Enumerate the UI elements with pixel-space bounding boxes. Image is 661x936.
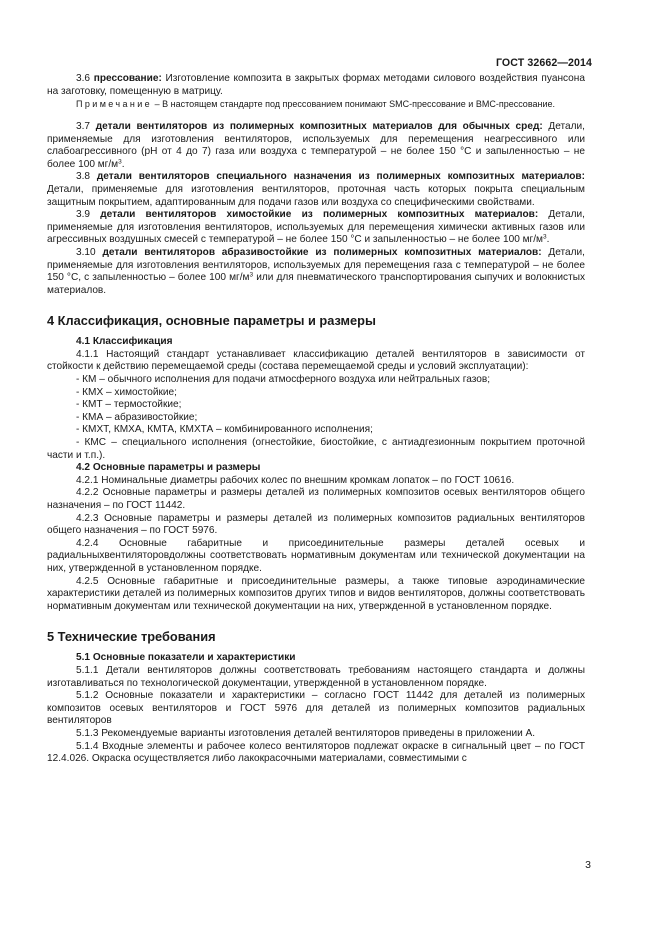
clause-3-8: 3.8 детали вентиляторов специального назначения из полимерных композитных материалов: Детали, применяемые для изготовления вентиляторов, проточная часть которых покрыта специальным защитным покрытием, адаптированным для подачи газов или воздуха со специфическими свойствами. — [47, 171, 585, 208]
list-item: - КМС – специального исполнения (огнестойкие, биостойкие, с антиадгезионным покрытием проточной части и т.п.). — [47, 437, 585, 461]
list-item: - КМХ – химостойкие; — [76, 386, 177, 398]
list-item: - КМХТ, КМХА, КМТА, КМХТА – комбинированного исполнения; — [76, 424, 373, 436]
clause-5-1-2: 5.1.2 Основные показатели и характеристики – согласно ГОСТ 11442 для деталей из полимерных композитов осевых вентиляторов и ГОСТ 5976 для деталей из полимерных композитов радиальных вентиляторов — [47, 690, 585, 727]
clause-4-2-2: 4.2.2 Основные параметры и размеры деталей из полимерных композитов осевых вентиляторов общего назначения – по ГОСТ 11442. — [47, 487, 585, 512]
term: детали вентиляторов из полимерных композитных материалов для обычных сред: — [95, 120, 543, 132]
standard-header: ГОСТ 32662—2014 — [495, 57, 592, 69]
list-item: - КМА – абразивостойкие; — [76, 411, 198, 423]
clause-4-2-3: 4.2.3 Основные параметры и размеры деталей из полимерных композитов радиальных вентиляторов общего назначения – по ГОСТ 5976. — [47, 512, 585, 537]
subsection-5-1: 5.1 Основные показатели и характеристики — [76, 652, 296, 664]
clause-5-1-3: 5.1.3 Рекомендуемые варианты изготовления деталей вентиляторов приведены в приложении А. — [76, 727, 536, 739]
term: детали вентиляторов специального назначения из полимерных композитных материалов: — [96, 171, 585, 183]
clause-3-7: 3.7 детали вентиляторов из полимерных композитных материалов для обычных сред: Детали, применяемые для изготовления вентиляторов, используемых для перемещения неагрессивного или слабоагрессивного (pH от 4 до 7) газа или воздуха с температурой – не более 150 °С и запыленностью – не более 100 $мг/м^3$. — [47, 120, 585, 170]
clause-5-1-1: 5.1.1 Детали вентиляторов должны соответствовать требованиям настоящего стандарта и должны изготавливаться по технологической документации, утвержденной в установленном порядке. — [47, 664, 585, 689]
note-label: Примечание — [76, 99, 153, 110]
clause-5-1-4: 5.1.4 Входные элементы и рабочее колесо вентиляторов подлежат окраске в сигнальный цвет – по ГОСТ 12.4.026. Окраска осуществляется либо лакокрасочными материалами, совместимыми с — [47, 740, 585, 765]
section-5-title: 5 Технические требования — [47, 629, 216, 645]
clause-3-9: 3.9 детали вентиляторов химостойкие из полимерных композитных материалов: Детали, применяемые для изготовления вентиляторов, используемых для перемещения химически активных газов или агрессивных воздушных смесей с температурой – не более 150 °С и запыленностью – не более 100 $мг/м^3$. — [47, 209, 585, 246]
spacer — [47, 111, 585, 121]
clause-3-10: 3.10 детали вентиляторов абразивостойкие из полимерных композитных материалов: Детали, применяемые для изготовления вентиляторов, используемых для перемещения газа с температурой – не более 150 °С, с запыленностью – более 100 $мг/м^3$ или для пневматического транспортирования сыпучих и волокнистых материалов. — [47, 246, 585, 296]
term: детали вентиляторов химостойкие из полимерных композитных материалов: — [100, 209, 539, 221]
clause-4-2-4: 4.2.4 Основные габаритные и присоединительные размеры деталей осевых и радиальныхвентиляторовдолжны соответствовать нормативным документам или технической документации на них, утвержденной в установленном порядке. — [47, 537, 585, 574]
term: детали вентиляторов абразивостойкие из полимерных композитных материалов: — [102, 246, 542, 258]
clause-4-1-1: 4.1.1 Настоящий стандарт устанавливает классификацию деталей вентиляторов в зависимости от стойкости к действию перемещаемой среды (состава перемещаемой среды и условий эксплуатации): — [47, 348, 585, 373]
page-content — [47, 73, 585, 766]
subsection-4-1: 4.1 Классификация — [76, 336, 173, 348]
clause-4-2-5: 4.2.5 Основные габаритные и присоединительные размеры, а также типовые аэродинамические характеристики деталей из полимерных композитов других типов и видов вентиляторов, должны соответствовать нормативным документам или технической документации на них, утвержденной в установленном порядке. — [47, 575, 585, 612]
list-item: - КМ – обычного исполнения для подачи атмосферного воздуха или нейтральных газов; — [76, 374, 491, 386]
list-item: - КМТ – термостойкие; — [76, 399, 182, 411]
term: прессование: — [93, 73, 162, 84]
clause-4-2-1: 4.2.1 Номинальные диаметры рабочих колес по внешним кромкам лопаток – по ГОСТ 10616. — [76, 474, 515, 486]
note-3-6: Примечание – В настоящем стандарте под прессованием понимают SMC-прессование и BMC-прессование. — [76, 99, 556, 110]
section-4-title: 4 Классификация, основные параметры и размеры — [47, 313, 376, 329]
clause-3-6: 3.6 прессование: Изготовление композита в закрытых формах методами силового воздействия пуансона на заготовку, помещенную в матрицу. — [47, 73, 585, 97]
subsection-4-2: 4.2 Основные параметры и размеры — [76, 462, 261, 474]
page-number: 3 — [585, 859, 591, 872]
